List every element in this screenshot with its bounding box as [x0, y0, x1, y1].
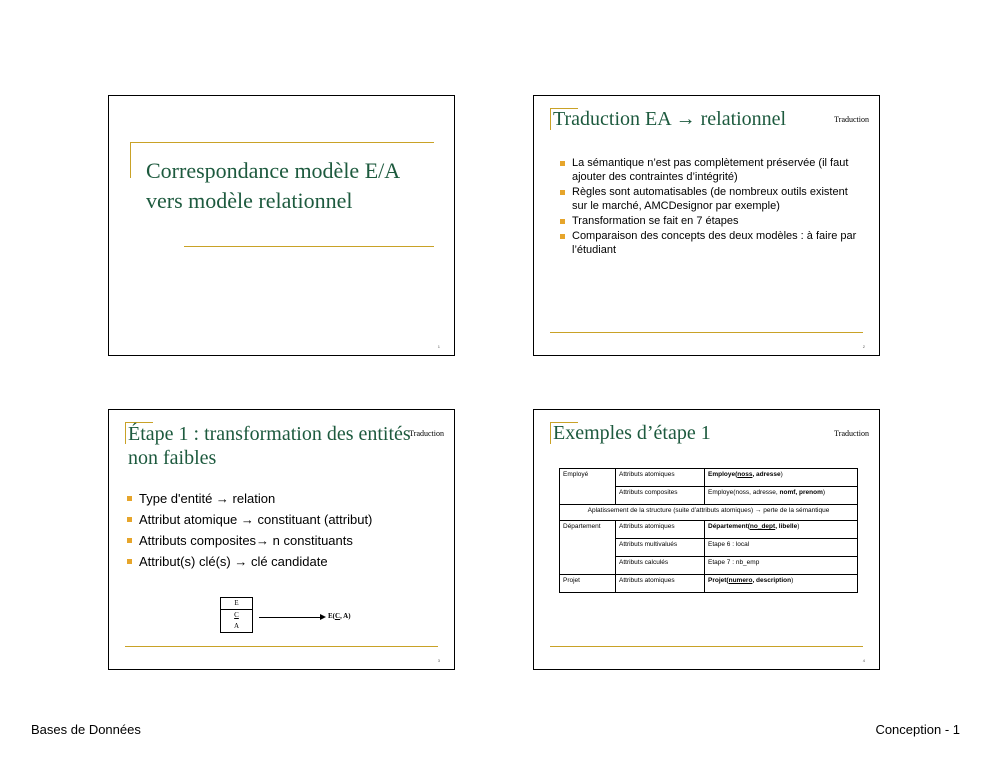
list-item [560, 229, 860, 257]
bullet-square-icon [560, 234, 565, 239]
slide-2 [533, 95, 880, 356]
bullet-square-icon [127, 517, 132, 522]
table-row [560, 557, 858, 575]
entity-attribute: A [233, 622, 240, 630]
bullet-text: Transformation se fait en 7 étapes [572, 215, 739, 227]
arrow-line [259, 617, 321, 618]
relation-suffix: , A) [340, 612, 351, 620]
rel-key: numero [728, 577, 753, 584]
entity-name: E [234, 599, 239, 607]
table-cell [560, 487, 616, 505]
bullet-square-icon [560, 219, 565, 224]
relation-key: C [335, 612, 341, 620]
section-tag: Traduction [409, 429, 444, 438]
bottom-divider [550, 332, 863, 333]
slide-2-title: Traduction EA → relationnel [553, 108, 787, 130]
entity-key: C [221, 609, 252, 621]
table-cell [705, 487, 858, 505]
page-number: 4 [862, 658, 865, 663]
slide-1 [108, 95, 455, 356]
bullet-text: Attributs composites→ n constituants [139, 533, 353, 548]
page-number: 3 [437, 658, 440, 663]
rel-prefix: Employe(noss, adresse, [708, 489, 780, 496]
table-row [560, 575, 858, 593]
rel-rest: , libelle [775, 523, 798, 530]
table-cell: Attributs atomiques [616, 575, 705, 593]
section-tag: Traduction [834, 429, 869, 438]
bullet-text: Attribut(s) clé(s) → clé candidate [139, 554, 328, 569]
section-tag: Traduction [834, 115, 869, 124]
table-cell: Attributs calculés [616, 557, 705, 575]
slide-3-title: Étape 1 : transformation des entités non faibles [128, 423, 411, 469]
table-cell: Aplatissement de la structure (suite d’attributs atomiques) → perte de la sémantique [560, 505, 858, 521]
slide-4-title: Exemples d’étape 1 [553, 422, 711, 444]
table-cell [705, 575, 858, 593]
table-cell: Attributs atomiques [616, 521, 705, 539]
footer-right: Conception - 1 [875, 722, 960, 737]
subtitle-divider [184, 246, 434, 247]
title-line-1: Correspondance modèle E/A [146, 158, 401, 183]
slide-3 [108, 409, 455, 670]
bullet-text: Comparaison des concepts des deux modèles : à faire par l’étudiant [572, 230, 857, 256]
bottom-divider [125, 646, 438, 647]
rel-bold: nomf, prenom [779, 489, 823, 496]
title-frame-vertical [130, 142, 131, 178]
list-item [560, 185, 860, 213]
relation-prefix: E( [328, 612, 335, 620]
rel-close: ) [780, 471, 783, 478]
table-cell: Etape 6 : local [705, 539, 858, 557]
table-row [560, 521, 858, 539]
arrow-head-icon [320, 614, 326, 620]
rel-close: ) [797, 523, 800, 530]
rel-key: no_dept [749, 523, 776, 530]
list-item [560, 214, 860, 228]
table-cell [560, 539, 616, 557]
bullet-square-icon [127, 559, 132, 564]
table-row [560, 487, 858, 505]
table-cell: Attributs multivalués [616, 539, 705, 557]
slide-1-title [146, 156, 400, 216]
table-cell: Etape 7 : nb_emp [705, 557, 858, 575]
bullet-list [560, 156, 860, 258]
table-cell: Projet [560, 575, 616, 593]
footer-left: Bases de Données [31, 722, 141, 737]
bullet-list [127, 488, 447, 572]
page-number: 2 [862, 344, 865, 349]
table-cell: Département [560, 521, 616, 539]
table-cell: Attributs composites [616, 487, 705, 505]
list-item [560, 156, 860, 184]
list-item [127, 488, 447, 509]
table-row [560, 505, 858, 521]
bullet-text: La sémantique n’est pas complètement préservée (il faut ajouter des contraintes d’intégrité) [572, 157, 849, 183]
rel-close: ) [822, 489, 826, 496]
list-item [127, 530, 447, 551]
bullet-square-icon [560, 190, 565, 195]
title-accent-vertical [550, 422, 551, 444]
rel-name: Projet( [708, 577, 729, 584]
relation-schema [328, 612, 351, 620]
bottom-divider [550, 646, 863, 647]
bullet-square-icon [127, 496, 132, 501]
table-cell: Employé [560, 469, 616, 487]
rel-rest: , description [752, 577, 792, 584]
examples-table [559, 468, 858, 593]
table-cell [560, 557, 616, 575]
table-cell [705, 469, 858, 487]
bullet-text: Règles sont automatisables (de nombreux outils existent sur le marché, AMCDesignor par exemple) [572, 186, 848, 212]
table-cell [705, 521, 858, 539]
list-item [127, 551, 447, 572]
rel-rest: , adresse [752, 471, 781, 478]
table-row [560, 539, 858, 557]
rel-key: noss [737, 471, 753, 478]
title-frame-horizontal [130, 142, 434, 143]
title-accent-vertical [125, 422, 126, 444]
table-row [560, 469, 858, 487]
bullet-text: Attribut atomique → constituant (attribut) [139, 512, 373, 527]
page-number: 1 [437, 344, 440, 349]
rel-name: Employe( [708, 471, 738, 478]
title-accent-vertical [550, 108, 551, 130]
bullet-square-icon [127, 538, 132, 543]
bullet-square-icon [560, 161, 565, 166]
slide-4 [533, 409, 880, 670]
list-item [127, 509, 447, 530]
table-cell: Attributs atomiques [616, 469, 705, 487]
entity-box [220, 597, 253, 633]
bullet-text: Type d'entité → relation [139, 491, 276, 506]
title-line-2: vers modèle relationnel [146, 188, 353, 213]
rel-close: ) [791, 577, 794, 584]
rel-name: Département( [708, 523, 750, 530]
